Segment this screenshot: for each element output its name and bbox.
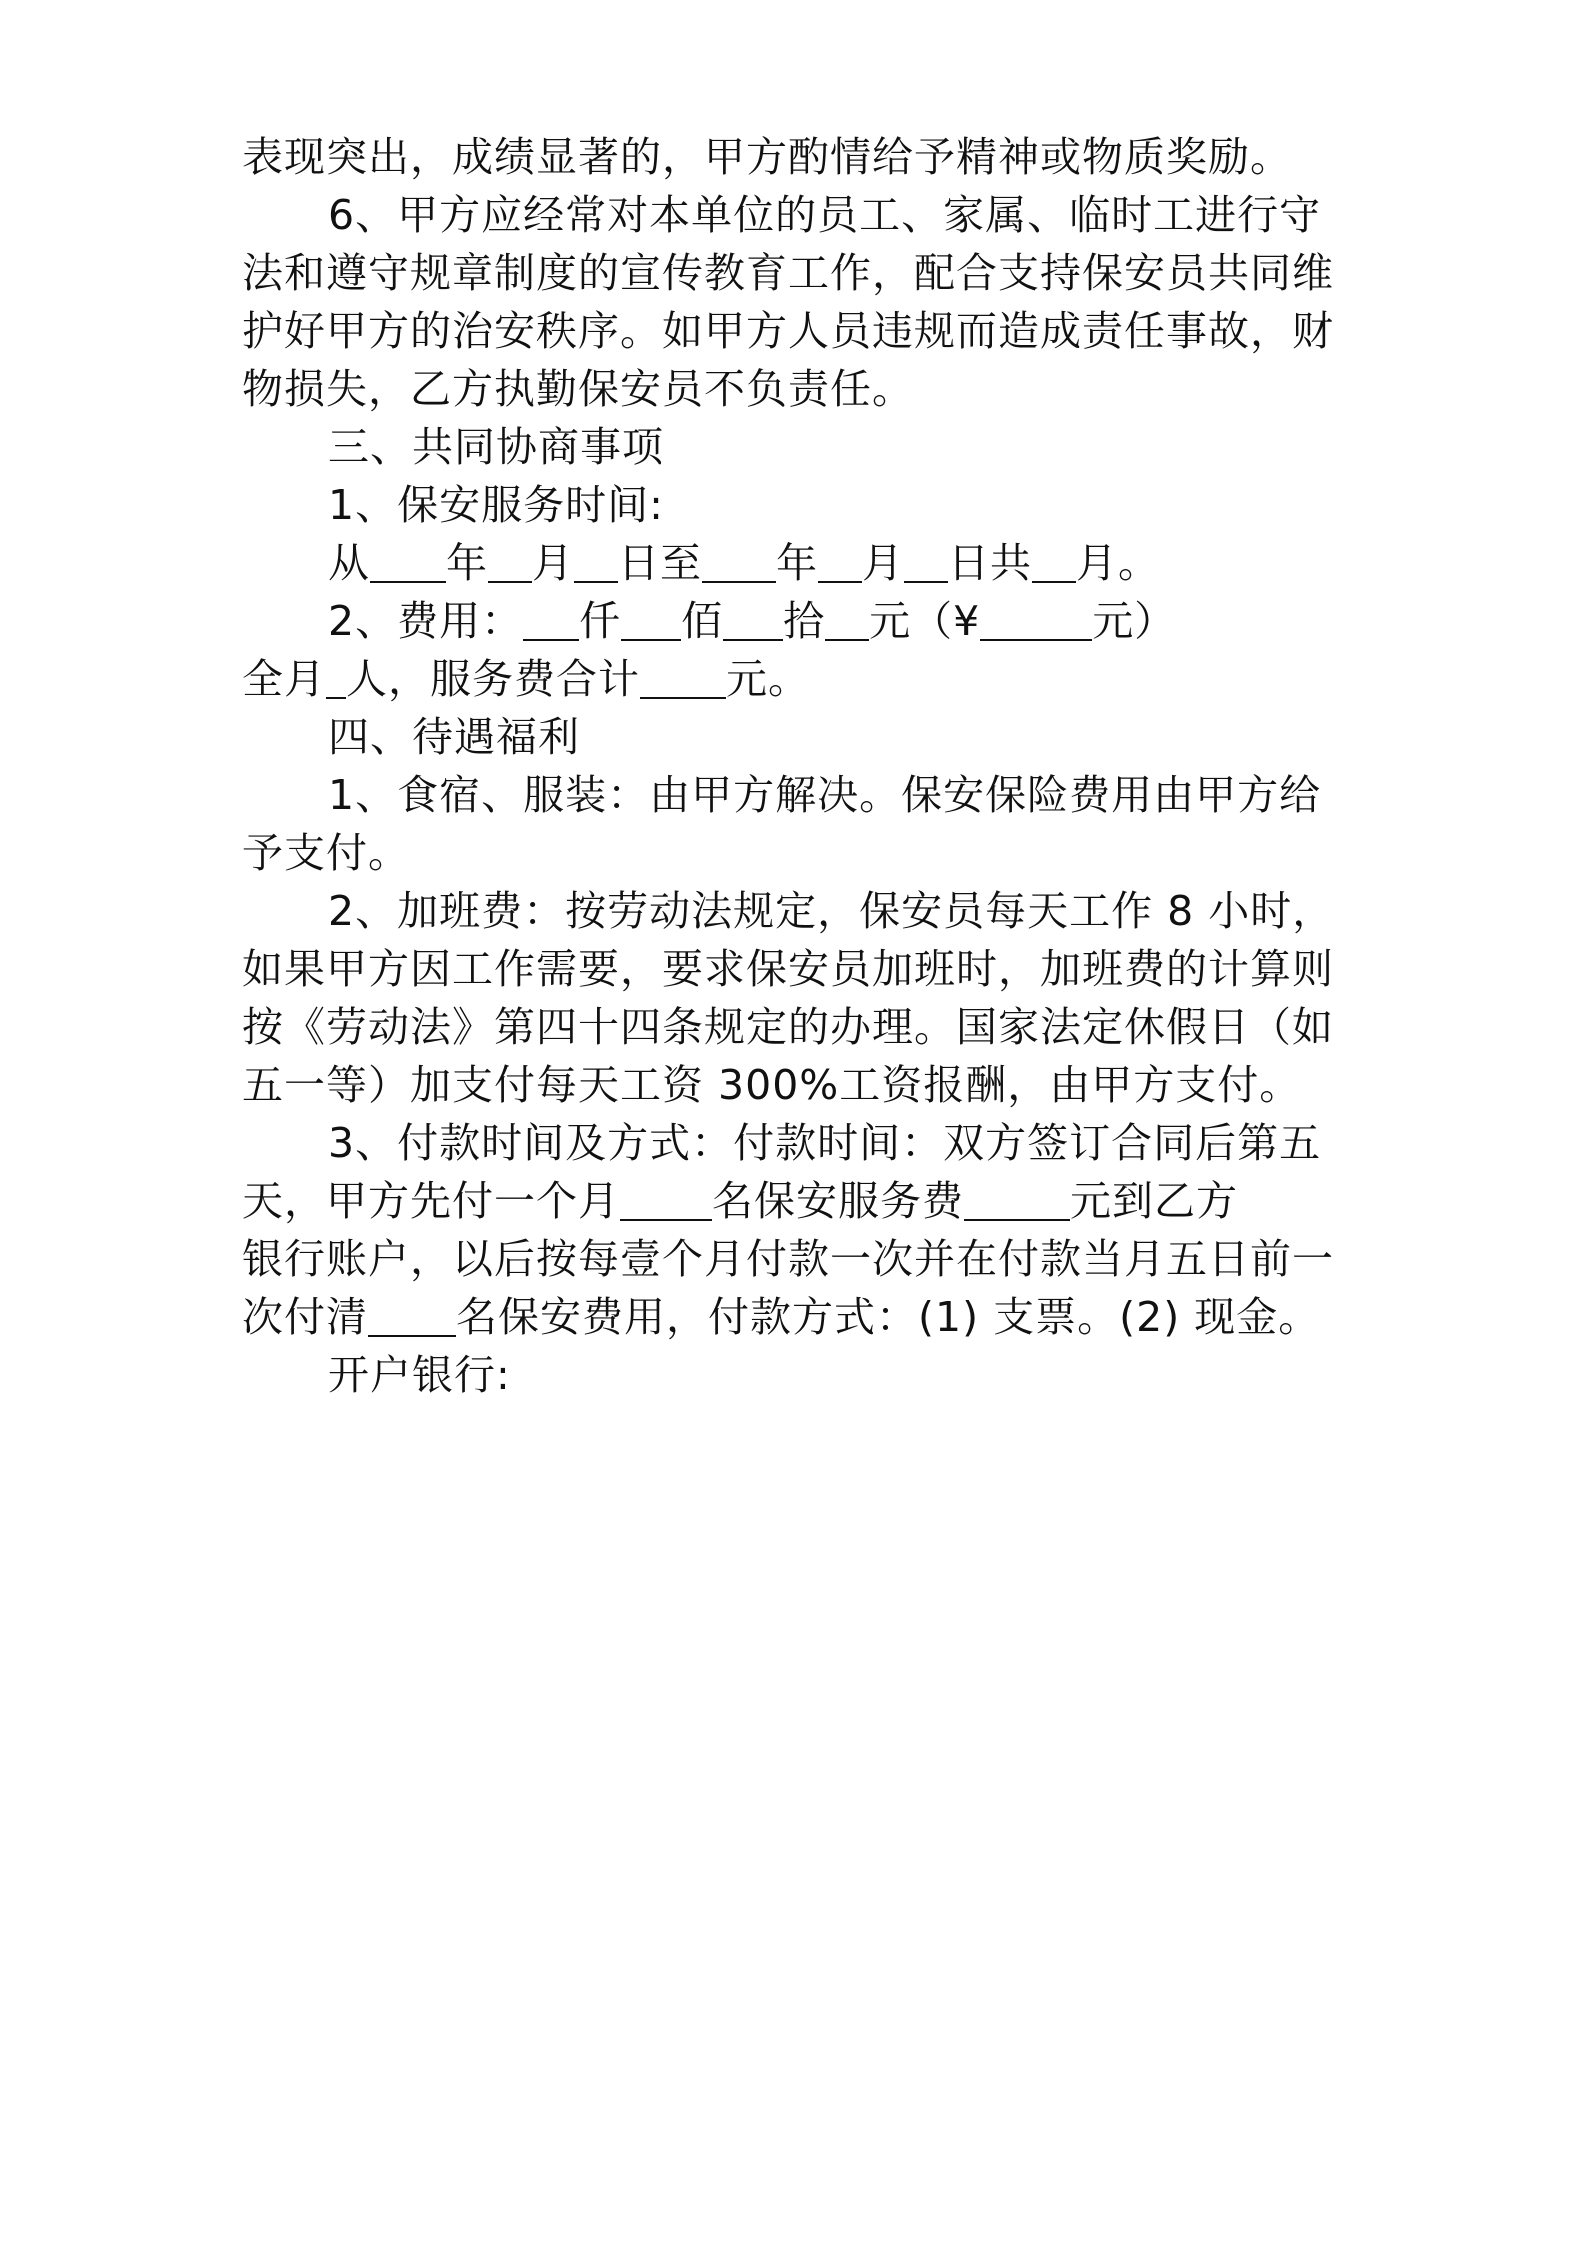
- paragraph-line: 法和遵守规章制度的宣传教育工作，配合支持保安员共同维: [242, 249, 1334, 297]
- text-segment: 从: [328, 539, 370, 587]
- section-heading: 四、待遇福利: [328, 713, 580, 761]
- payment-line: [242, 1172, 1362, 1230]
- paragraph-line: 如果甲方因工作需要，要求保安员加班时，加班费的计算则: [242, 945, 1334, 993]
- text-segment: 名保安费用，付款方式：(1) 支票。(2) 现金。: [456, 1293, 1321, 1341]
- bank-label: 开户银行:: [328, 1351, 511, 1399]
- text-segment: 月。: [1076, 539, 1160, 587]
- text-segment: 年: [776, 539, 818, 587]
- fee-total-line: [242, 650, 1362, 708]
- paragraph-line: 1、食宿、服装：由甲方解决。保安保险费用由甲方给: [328, 771, 1322, 819]
- fill-blank: [368, 1295, 456, 1337]
- paragraph-line: 护好甲方的治安秩序。如甲方人员违规而造成责任事故，财: [242, 307, 1334, 355]
- paragraph-line: 物损失，乙方执勤保安员不负责任。: [242, 365, 914, 413]
- fill-blank: [1032, 541, 1076, 583]
- fill-blank: [620, 1179, 712, 1221]
- text-segment: 佰: [681, 597, 724, 645]
- text-segment: 2、费用：: [328, 597, 524, 645]
- paragraph-line: 1、保安服务时间:: [328, 481, 664, 529]
- service-period-line: [328, 534, 1362, 592]
- text-segment: 日至: [618, 539, 702, 587]
- fill-blank: [904, 541, 948, 583]
- text-segment: 人，服务费合计: [346, 655, 640, 703]
- fill-blank: [980, 599, 1092, 641]
- text-segment: 元）: [1092, 597, 1177, 645]
- paragraph-line: 2、加班费：按劳动法规定，保安员每天工作 8 小时，: [328, 887, 1335, 935]
- text-segment: 天，甲方先付一个月: [242, 1177, 620, 1225]
- fill-blank: [574, 541, 618, 583]
- text-segment: 仟: [579, 597, 622, 645]
- section-heading: 三、共同协商事项: [328, 423, 664, 471]
- text-segment: 元。: [726, 655, 810, 703]
- fill-blank: [825, 599, 869, 641]
- fill-blank: [488, 541, 532, 583]
- text-segment: 元到乙方: [1070, 1177, 1238, 1225]
- text-segment: 名保安服务费: [712, 1177, 964, 1225]
- text-segment: 年: [446, 539, 488, 587]
- fill-blank: [640, 657, 726, 699]
- text-segment: 次付清: [242, 1293, 368, 1341]
- fill-blank: [370, 541, 446, 583]
- text-segment: 月: [862, 539, 904, 587]
- fill-blank: [723, 599, 783, 641]
- text-segment: 日共: [948, 539, 1032, 587]
- text-segment: 拾: [783, 597, 826, 645]
- paragraph-line: 银行账户，以后按每壹个月付款一次并在付款当月五日前一: [242, 1235, 1334, 1283]
- paragraph-line: 五一等）加支付每天工资 300%工资报酬，由甲方支付。: [242, 1061, 1302, 1109]
- paragraph-line: 6、甲方应经常对本单位的员工、家属、临时工进行守: [328, 191, 1322, 239]
- fill-blank: [818, 541, 862, 583]
- fill-blank: [326, 657, 346, 699]
- fill-blank: [523, 599, 579, 641]
- payment-method-line: [242, 1288, 1362, 1346]
- text-segment: 月: [532, 539, 574, 587]
- fill-blank: [621, 599, 681, 641]
- text-segment: 全月: [242, 655, 326, 703]
- paragraph-line: 予支付。: [242, 829, 410, 877]
- fill-blank: [702, 541, 776, 583]
- paragraph-line: 按《劳动法》第四十四条规定的办理。国家法定休假日（如: [242, 1003, 1334, 1051]
- paragraph-line: 3、付款时间及方式：付款时间：双方签订合同后第五: [328, 1119, 1322, 1167]
- paragraph-line: 表现突出，成绩显著的，甲方酌情给予精神或物质奖励。: [242, 133, 1292, 181]
- fill-blank: [964, 1179, 1070, 1221]
- fee-line: [328, 592, 1362, 650]
- text-segment: 元（¥: [869, 597, 981, 645]
